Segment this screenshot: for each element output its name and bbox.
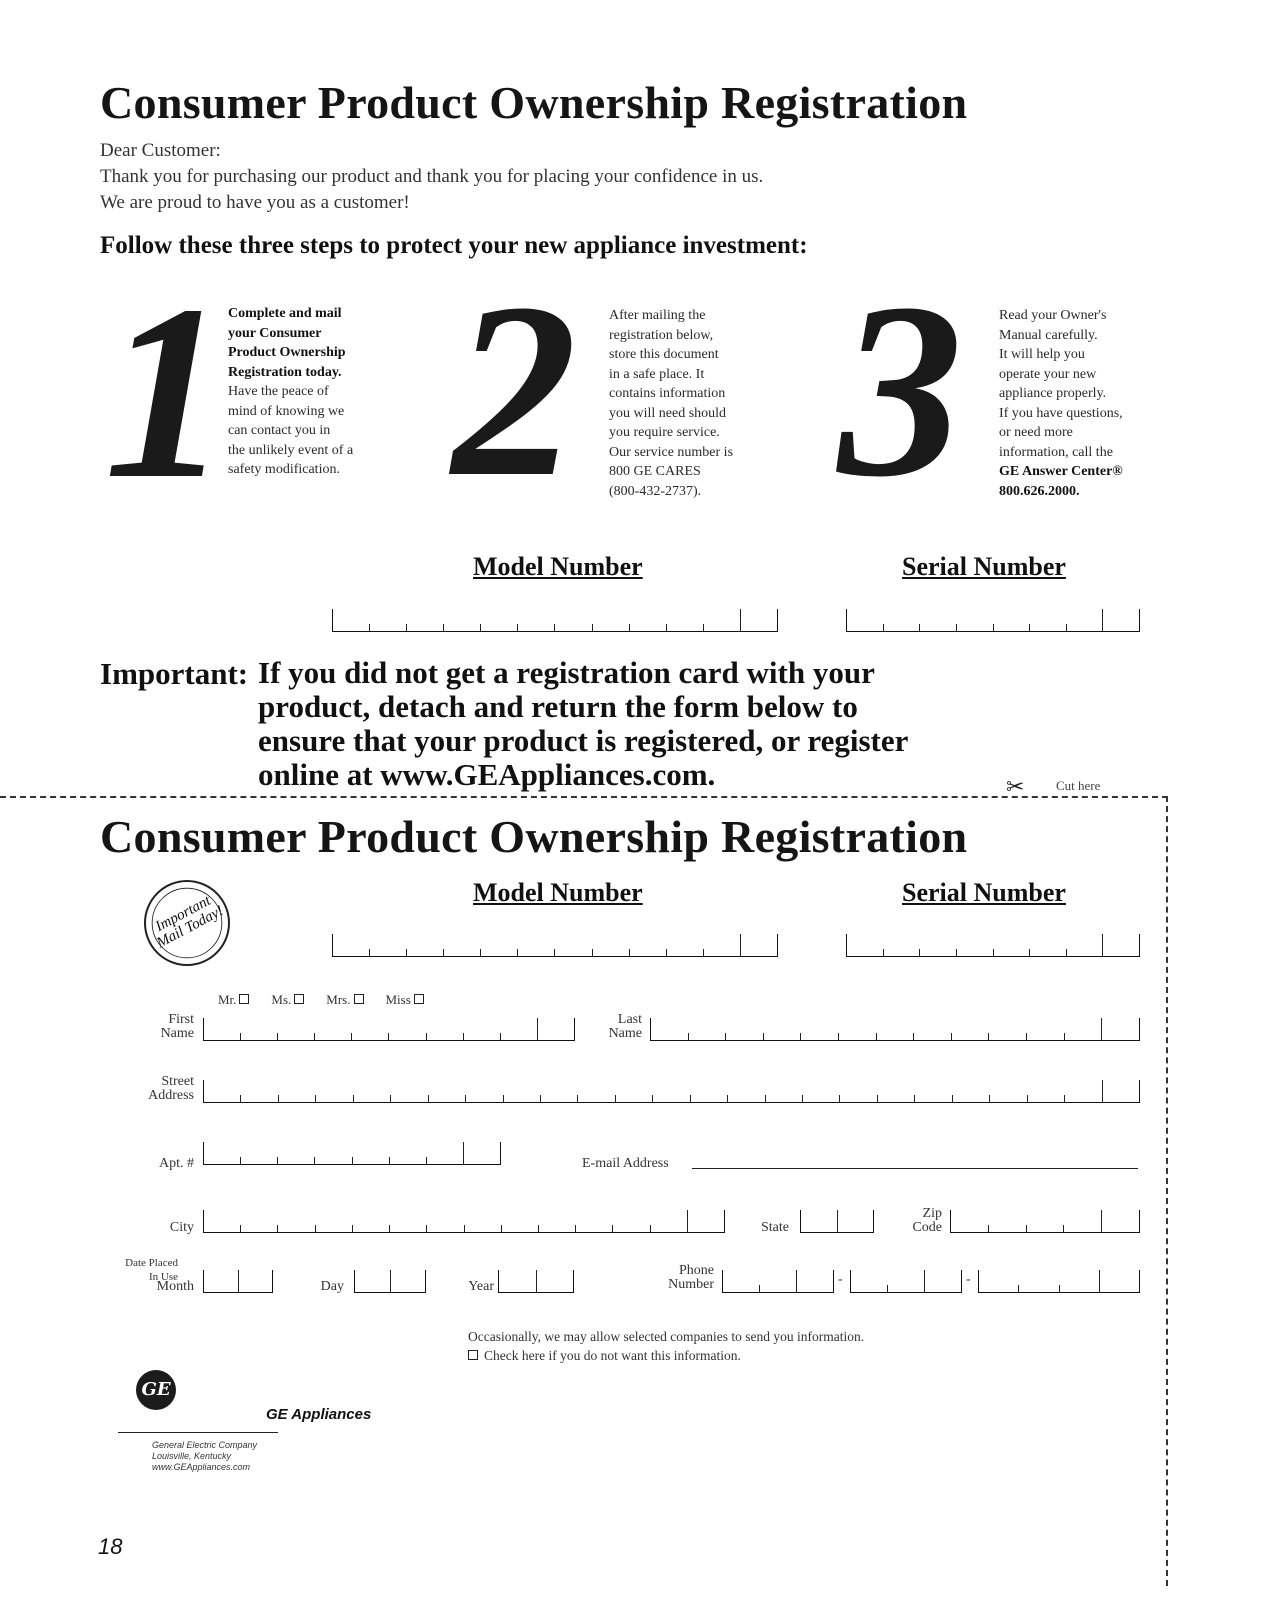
last-name-boxes[interactable]	[650, 1019, 1140, 1041]
opt-out-checkbox[interactable]	[468, 1350, 478, 1360]
month-label: Month	[156, 1279, 194, 1294]
form-model-label: Model Number	[473, 878, 643, 907]
char-box[interactable]	[406, 624, 443, 631]
char-box[interactable]	[315, 1225, 352, 1232]
char-box[interactable]	[883, 949, 920, 956]
char-box[interactable]	[203, 1080, 240, 1102]
first-name-label: First Name	[160, 1012, 194, 1041]
page-title: Consumer Product Ownership Registration	[100, 77, 968, 128]
street-address-boxes[interactable]	[203, 1081, 1140, 1103]
opt-line: Occasionally, we may allow selected companies to send you information.	[468, 1329, 865, 1344]
char-box[interactable]	[443, 624, 480, 631]
day-label: Day	[320, 1279, 344, 1294]
steps-heading: Follow these three steps to protect your new appliance investment:	[100, 232, 808, 259]
important-text: If you did not get a registration card with your product, detach and return the form below to ensure that your product is registered, or register online at www.GEAppliances.com.	[258, 655, 909, 792]
char-box[interactable]	[650, 1225, 687, 1232]
char-box[interactable]	[629, 949, 666, 956]
form-serial-label: Serial Number	[902, 878, 1066, 907]
char-box[interactable]	[554, 949, 591, 956]
char-box[interactable]	[919, 949, 956, 956]
char-box[interactable]	[1066, 624, 1103, 631]
char-box[interactable]	[952, 1095, 989, 1102]
char-box[interactable]	[354, 1270, 390, 1292]
char-box[interactable]	[838, 1033, 876, 1040]
char-box[interactable]	[203, 1270, 238, 1292]
char-box[interactable]	[850, 1270, 887, 1292]
char-box[interactable]	[913, 1033, 951, 1040]
ms-checkbox	[294, 994, 304, 1004]
char-box[interactable]	[837, 1210, 875, 1232]
char-box[interactable]	[876, 1033, 914, 1040]
title-mr[interactable]: Mr.	[218, 992, 249, 1007]
char-box[interactable]	[240, 1225, 277, 1232]
char-box[interactable]	[1063, 1225, 1101, 1232]
char-box[interactable]	[554, 624, 591, 631]
char-box[interactable]	[428, 1095, 465, 1102]
year-label: Year	[468, 1279, 494, 1294]
form-model-boxes[interactable]	[332, 935, 778, 957]
char-box[interactable]	[353, 1095, 390, 1102]
char-box[interactable]	[463, 1033, 500, 1040]
char-box[interactable]	[650, 1018, 688, 1040]
char-box[interactable]	[1059, 1285, 1099, 1292]
state-boxes[interactable]	[800, 1211, 874, 1233]
char-box[interactable]	[315, 1095, 352, 1102]
record-serial-label: Serial Number	[902, 552, 1066, 581]
title-mrs[interactable]: Mrs.	[326, 992, 363, 1007]
step-1-number: 1	[104, 254, 229, 531]
important-mail-seal	[144, 880, 230, 966]
miss-checkbox	[414, 994, 424, 1004]
step-2-text: After mailing the registration below, store this document in a safe place. It contains information you will need should you require service. Our service number is 800 GE CARES (800-432-2737).	[609, 308, 734, 499]
ge-logo-icon: GE	[136, 1370, 176, 1410]
intro-text	[100, 138, 1000, 216]
char-box[interactable]	[314, 1033, 351, 1040]
mrs-checkbox	[354, 994, 364, 1004]
char-box[interactable]	[1029, 949, 1066, 956]
char-box[interactable]	[480, 624, 517, 631]
email-label: E-mail Address	[582, 1156, 669, 1171]
char-box[interactable]	[989, 1095, 1026, 1102]
char-box[interactable]	[740, 609, 778, 631]
char-box[interactable]	[652, 1095, 689, 1102]
char-box[interactable]	[993, 949, 1030, 956]
form-serial-boxes[interactable]	[846, 935, 1140, 957]
char-box[interactable]	[1102, 1080, 1140, 1102]
char-box[interactable]	[575, 1225, 612, 1232]
char-box[interactable]	[238, 1270, 274, 1292]
opt-check-row[interactable]: Check here if you do not want this information.	[468, 1346, 1028, 1365]
char-box[interactable]	[369, 949, 406, 956]
thanks-line-1: Thank you for purchasing our product and thank you for placing your confidence in us.	[100, 166, 764, 187]
char-box[interactable]	[443, 949, 480, 956]
char-box[interactable]	[277, 1157, 314, 1164]
char-box[interactable]	[277, 1033, 314, 1040]
char-box[interactable]	[740, 934, 778, 956]
char-box[interactable]	[887, 1285, 924, 1292]
char-box[interactable]	[540, 1095, 577, 1102]
char-box[interactable]	[800, 1033, 838, 1040]
char-box[interactable]	[426, 1225, 463, 1232]
char-box[interactable]	[426, 1033, 463, 1040]
phone-prefix-boxes[interactable]	[850, 1271, 962, 1293]
char-box[interactable]	[517, 624, 554, 631]
char-box[interactable]	[666, 624, 703, 631]
char-box[interactable]	[1102, 934, 1140, 956]
char-box[interactable]	[537, 1018, 575, 1040]
char-box[interactable]	[536, 1270, 575, 1292]
char-box[interactable]	[796, 1270, 834, 1292]
char-box[interactable]	[629, 624, 666, 631]
char-box[interactable]	[517, 949, 554, 956]
cut-line-right	[1166, 796, 1168, 1586]
state-label: State	[761, 1220, 789, 1235]
char-box[interactable]	[612, 1225, 649, 1232]
char-box[interactable]	[1066, 949, 1103, 956]
char-box[interactable]	[1064, 1033, 1102, 1040]
char-box[interactable]	[846, 609, 883, 631]
ge-brand: GE Appliances	[266, 1406, 372, 1423]
char-box[interactable]	[406, 949, 443, 956]
phone-label: Phone Number	[668, 1263, 714, 1292]
char-box[interactable]	[615, 1095, 652, 1102]
char-box[interactable]	[278, 1095, 315, 1102]
step-3-number: 3	[838, 252, 963, 529]
greeting: Dear Customer:	[100, 140, 221, 161]
last-name-label: Last Name	[608, 1012, 642, 1041]
day-boxes[interactable]	[354, 1271, 426, 1293]
email-input[interactable]	[692, 1168, 1138, 1169]
zip-boxes[interactable]	[950, 1211, 1140, 1233]
char-box[interactable]	[727, 1095, 764, 1102]
char-box[interactable]	[240, 1157, 277, 1164]
char-box[interactable]	[332, 609, 369, 631]
char-box[interactable]	[956, 624, 993, 631]
step-2-number: 2	[452, 252, 577, 529]
char-box[interactable]	[722, 1270, 759, 1292]
page-number: 18	[98, 1534, 123, 1559]
char-box[interactable]	[203, 1210, 240, 1232]
char-box[interactable]	[1029, 624, 1066, 631]
char-box[interactable]	[988, 1225, 1026, 1232]
char-box[interactable]	[389, 1157, 426, 1164]
ge-address: General Electric Company Louisville, Kentucky www.GEAppliances.com	[152, 1440, 258, 1472]
char-box[interactable]	[352, 1157, 389, 1164]
char-box[interactable]	[688, 1033, 726, 1040]
form-title: Consumer Product Ownership Registration	[100, 811, 968, 862]
char-box[interactable]	[388, 1033, 425, 1040]
month-boxes[interactable]	[203, 1271, 273, 1293]
footer-rule	[118, 1432, 278, 1433]
date-placed-label: Date Placed In Use	[125, 1257, 178, 1283]
char-box[interactable]	[1064, 1095, 1101, 1102]
char-box[interactable]	[1026, 1225, 1064, 1232]
char-box[interactable]	[277, 1225, 314, 1232]
char-box[interactable]	[203, 1018, 240, 1040]
cut-here-label: Cut here	[1056, 778, 1101, 793]
char-box[interactable]	[988, 1033, 1026, 1040]
char-box[interactable]	[203, 1142, 240, 1164]
char-box[interactable]	[369, 624, 406, 631]
seal-text: Important Mail Today!	[153, 892, 227, 952]
char-box[interactable]	[592, 624, 629, 631]
char-box[interactable]	[846, 934, 883, 956]
char-box[interactable]	[465, 1095, 502, 1102]
char-box[interactable]	[666, 949, 703, 956]
char-box[interactable]	[464, 1225, 501, 1232]
record-serial-boxes[interactable]	[846, 610, 1140, 632]
street-address-label: Street Address	[148, 1074, 194, 1103]
char-box[interactable]	[956, 949, 993, 956]
first-name-boxes[interactable]	[203, 1019, 575, 1041]
record-model-label: Model Number	[473, 552, 643, 581]
mr-checkbox	[239, 994, 249, 1004]
char-box[interactable]	[240, 1095, 277, 1102]
char-box[interactable]	[592, 949, 629, 956]
char-box[interactable]	[577, 1095, 614, 1102]
char-box[interactable]	[763, 1033, 801, 1040]
city-label: City	[169, 1220, 194, 1235]
char-box[interactable]	[389, 1225, 426, 1232]
char-box[interactable]	[703, 624, 740, 631]
char-box[interactable]	[463, 1142, 501, 1164]
zip-label: Zip Code	[912, 1206, 942, 1235]
scissors-icon: ✂	[1006, 774, 1025, 799]
important-label: Important:	[100, 656, 249, 691]
char-box[interactable]	[501, 1225, 538, 1232]
phone-dash-2: -	[966, 1272, 971, 1287]
year-boxes[interactable]	[498, 1271, 574, 1293]
char-box[interactable]	[500, 1033, 537, 1040]
char-box[interactable]	[352, 1225, 389, 1232]
char-box[interactable]	[1018, 1285, 1058, 1292]
char-box[interactable]	[950, 1210, 988, 1232]
char-box[interactable]	[538, 1225, 575, 1232]
char-box[interactable]	[1027, 1095, 1064, 1102]
thanks-line-2: We are proud to have you as a customer!	[100, 192, 410, 213]
record-model-boxes[interactable]	[332, 610, 778, 632]
city-boxes[interactable]	[203, 1211, 725, 1233]
step-3-text: Read your Owner's Manual carefully. It will help you operate your new appliance properly. If you have questions, or need more information, call the GE Answer Center® 800.626.2000.	[999, 308, 1123, 499]
char-box[interactable]	[759, 1285, 796, 1292]
apt-boxes[interactable]	[203, 1143, 501, 1165]
char-box[interactable]	[725, 1033, 763, 1040]
char-box[interactable]	[765, 1095, 802, 1102]
char-box[interactable]	[690, 1095, 727, 1102]
char-box[interactable]	[800, 1210, 837, 1232]
char-box[interactable]	[390, 1270, 427, 1292]
char-box[interactable]	[978, 1270, 1018, 1292]
char-box[interactable]	[332, 934, 369, 956]
char-box[interactable]	[703, 949, 740, 956]
char-box[interactable]	[924, 1270, 962, 1292]
char-box[interactable]	[314, 1157, 351, 1164]
char-box[interactable]	[1102, 609, 1140, 631]
char-box[interactable]	[503, 1095, 540, 1102]
apt-label: Apt. #	[159, 1156, 194, 1171]
char-box[interactable]	[802, 1095, 839, 1102]
step-1-text: Complete and mail your Consumer Product Ownership Registration today. Have the peace of mind of knowing we can contact you in the unlikely event of a safety modification.	[228, 306, 354, 477]
title-ms[interactable]: Ms.	[271, 992, 304, 1007]
char-box[interactable]	[883, 624, 920, 631]
char-box[interactable]	[1101, 1018, 1140, 1040]
cut-line	[0, 796, 1168, 798]
char-box[interactable]	[351, 1033, 388, 1040]
title-options	[218, 991, 442, 1009]
phone-area-boxes[interactable]	[722, 1271, 834, 1293]
char-box[interactable]	[839, 1095, 876, 1102]
phone-dash-1: -	[838, 1272, 843, 1287]
char-box[interactable]	[426, 1157, 463, 1164]
char-box[interactable]	[390, 1095, 427, 1102]
char-box[interactable]	[993, 624, 1030, 631]
char-box[interactable]	[1101, 1210, 1140, 1232]
opt-out-text	[468, 1327, 1028, 1365]
char-box[interactable]	[951, 1033, 989, 1040]
char-box[interactable]	[240, 1033, 277, 1040]
char-box[interactable]	[1099, 1270, 1140, 1292]
phone-line-boxes[interactable]	[978, 1271, 1140, 1293]
char-box[interactable]	[1026, 1033, 1064, 1040]
char-box[interactable]	[498, 1270, 536, 1292]
char-box[interactable]	[877, 1095, 914, 1102]
char-box[interactable]	[480, 949, 517, 956]
title-miss[interactable]: Miss	[386, 992, 424, 1007]
char-box[interactable]	[919, 624, 956, 631]
char-box[interactable]	[687, 1210, 725, 1232]
char-box[interactable]	[914, 1095, 951, 1102]
